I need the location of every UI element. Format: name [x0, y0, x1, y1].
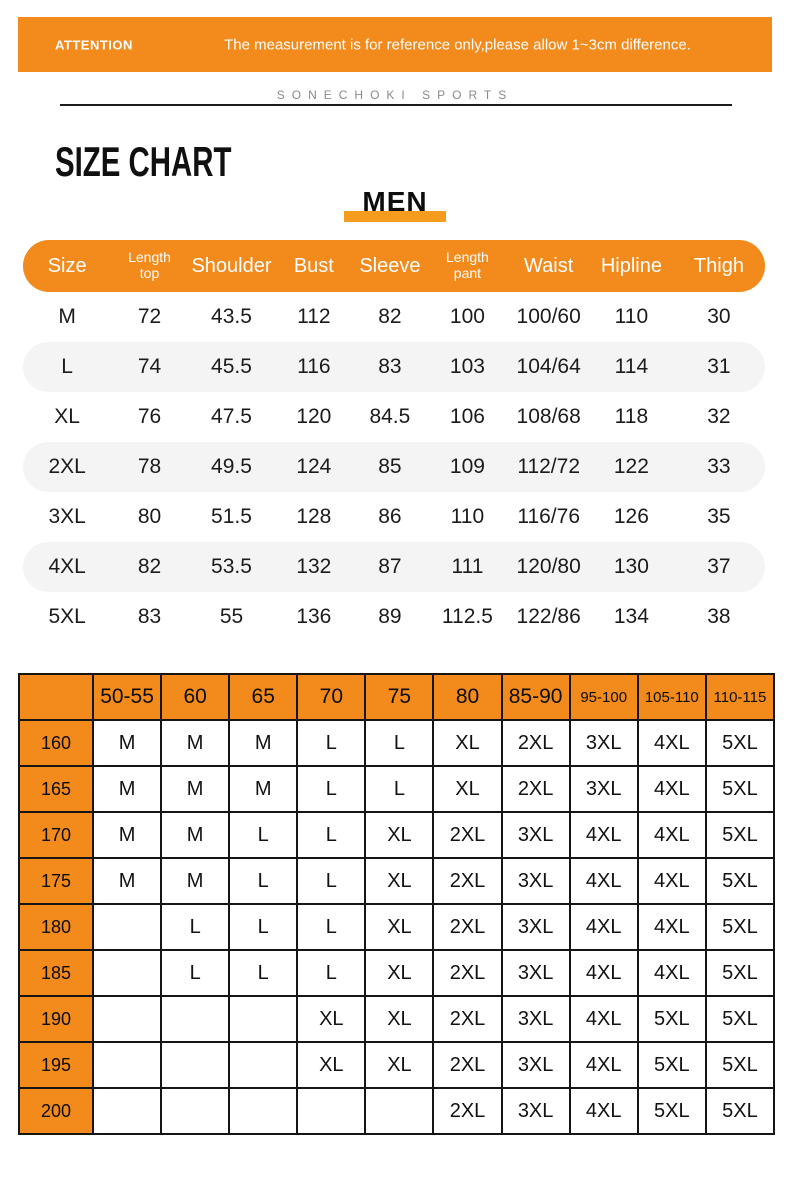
fit-table-row: [19, 1042, 774, 1088]
size-table-cell: 112.5: [441, 605, 493, 628]
fit-table-size-cell: [229, 1042, 297, 1088]
fit-table-size-cell: 5XL: [638, 1088, 706, 1134]
size-table-cell: 4XL: [48, 555, 86, 578]
fit-table-size-cell: XL: [297, 1042, 365, 1088]
size-table-cell: 126: [613, 505, 649, 528]
fit-table-size-cell: 4XL: [570, 1088, 638, 1134]
fit-table-size-cell: 5XL: [706, 858, 774, 904]
header-line1: Length: [446, 249, 489, 266]
fit-table-size-cell: L: [297, 858, 365, 904]
size-table-cell: L: [61, 355, 73, 378]
fit-table-size-cell: 3XL: [502, 1088, 570, 1134]
fit-table-size-cell: L: [297, 720, 365, 766]
size-table-cell: 86: [378, 505, 402, 528]
attention-banner: [18, 17, 772, 72]
fit-table-size-cell: 4XL: [638, 766, 706, 812]
size-table-cell: 84.5: [369, 405, 411, 428]
size-table-cell: 51.5: [211, 505, 252, 528]
size-table-cell: 103: [449, 355, 485, 378]
fit-table-size-cell: [229, 996, 297, 1042]
fit-table-row: [19, 720, 774, 766]
size-table-row: [23, 442, 765, 492]
fit-table-size-cell: 3XL: [570, 720, 638, 766]
size-table-header-cell: Thigh: [693, 254, 744, 277]
fit-table-row: [19, 766, 774, 812]
fit-table-size-cell: L: [297, 950, 365, 996]
fit-table-size-cell: 5XL: [706, 1088, 774, 1134]
fit-table-row: [19, 858, 774, 904]
fit-table-row: [19, 812, 774, 858]
size-table-row: [23, 342, 765, 392]
size-table-cell: 108/68: [516, 405, 581, 428]
fit-table-size-cell: M: [161, 766, 229, 812]
size-table-cell: 35: [707, 505, 731, 528]
fit-table-weight-header: 70: [297, 674, 365, 720]
size-measurement-table: [23, 240, 765, 642]
size-table-cell: 33: [707, 455, 731, 478]
fit-table-height-cell: 170: [19, 812, 93, 858]
size-table-cell: 55: [219, 605, 244, 628]
fit-table-body: [19, 720, 774, 1134]
size-table-cell: 45.5: [211, 355, 252, 378]
fit-table-height-cell: 180: [19, 904, 93, 950]
size-table-cell: 134: [613, 605, 649, 628]
fit-table-size-cell: [365, 1088, 433, 1134]
size-table-cell: 30: [707, 305, 731, 328]
fit-table-size-cell: [93, 1088, 161, 1134]
fit-table-size-cell: 2XL: [433, 812, 501, 858]
fit-table-height-cell: 160: [19, 720, 93, 766]
fit-table-size-cell: L: [229, 812, 297, 858]
fit-table-size-cell: XL: [365, 1042, 433, 1088]
size-table-header-cell: Bust: [293, 254, 334, 277]
fit-table-row: [19, 904, 774, 950]
fit-table-weight-header: 50-55: [93, 674, 161, 720]
size-table-cell: 32: [707, 405, 731, 428]
size-table-cell: 47.5: [211, 405, 252, 428]
fit-table-size-cell: 3XL: [502, 812, 570, 858]
size-table-cell: 87: [378, 555, 402, 578]
fit-table-size-cell: L: [365, 720, 433, 766]
fit-table-size-cell: L: [229, 904, 297, 950]
size-table-header-twoline: [427, 250, 507, 281]
size-table-cell: 100/60: [516, 305, 581, 328]
size-table-row: [23, 542, 765, 592]
size-table-cell: 76: [137, 405, 162, 428]
fit-table-size-cell: L: [161, 904, 229, 950]
size-table-cell: 83: [378, 355, 402, 378]
fit-table-size-cell: 5XL: [706, 812, 774, 858]
fit-table-height-cell: 175: [19, 858, 93, 904]
fit-table-size-cell: 4XL: [638, 812, 706, 858]
size-table-header-cell: Hipline: [600, 254, 662, 277]
section-label: MEN: [362, 186, 427, 218]
fit-table-size-cell: L: [297, 812, 365, 858]
size-table-row: [23, 492, 765, 542]
fit-table-size-cell: 3XL: [502, 904, 570, 950]
size-table-cell: 37: [707, 555, 731, 578]
size-table-cell: 120/80: [516, 555, 581, 578]
size-table-cell: 130: [613, 555, 649, 578]
size-table-cell: 132: [296, 555, 332, 578]
size-table-cell: 114: [614, 355, 649, 378]
fit-table-size-cell: M: [161, 720, 229, 766]
size-table-cell: 3XL: [48, 505, 86, 528]
fit-table-size-cell: XL: [365, 904, 433, 950]
size-table-header: [23, 240, 765, 292]
size-table-cell: M: [58, 305, 76, 328]
size-table-cell: 124: [296, 455, 332, 478]
fit-table-size-cell: 2XL: [433, 1042, 501, 1088]
fit-table-height-cell: 195: [19, 1042, 93, 1088]
fit-table-size-cell: M: [93, 766, 161, 812]
size-table-cell: 128: [296, 505, 332, 528]
fit-table-size-cell: XL: [365, 858, 433, 904]
size-table-cell: 74: [137, 355, 162, 378]
fit-table-size-cell: L: [297, 766, 365, 812]
fit-table-size-cell: 5XL: [706, 1042, 774, 1088]
fit-table-size-cell: [161, 996, 229, 1042]
fit-table-size-cell: L: [161, 950, 229, 996]
fit-table-size-cell: [297, 1088, 365, 1134]
fit-table-size-cell: XL: [433, 766, 501, 812]
size-table-cell: 110: [614, 305, 649, 328]
section-underline: [344, 211, 445, 222]
fit-table-size-cell: 2XL: [433, 950, 501, 996]
fit-table-size-cell: 4XL: [570, 858, 638, 904]
fit-table-height-cell: 185: [19, 950, 93, 996]
size-table-header-cell: Waist: [524, 254, 574, 277]
fit-table-size-cell: M: [229, 720, 297, 766]
fit-table-size-cell: 2XL: [502, 720, 570, 766]
fit-table-weight-header: 80: [433, 674, 501, 720]
fit-table-size-cell: XL: [365, 812, 433, 858]
fit-table-size-cell: [93, 950, 161, 996]
fit-table-size-cell: 4XL: [638, 904, 706, 950]
size-table-cell: 112: [297, 305, 331, 328]
fit-table-size-cell: M: [93, 812, 161, 858]
header-line2: top: [139, 265, 160, 281]
size-table-cell: 80: [137, 505, 162, 528]
fit-table-header-row: [19, 674, 774, 720]
fit-table-size-cell: 4XL: [570, 812, 638, 858]
fit-table-size-cell: 4XL: [638, 858, 706, 904]
size-table-cell: 82: [378, 305, 402, 328]
fit-table-weight-header: 95-100: [570, 674, 638, 720]
size-table-header-cell: Size: [47, 254, 87, 277]
fit-table-size-cell: 3XL: [502, 950, 570, 996]
size-table-header-cell: Sleeve: [359, 254, 421, 277]
header-line2: pant: [453, 265, 482, 281]
fit-table-weight-header: 110-115: [706, 674, 774, 720]
fit-table-size-cell: 4XL: [638, 950, 706, 996]
fit-table-size-cell: 3XL: [502, 858, 570, 904]
fit-table-size-cell: M: [161, 812, 229, 858]
fit-table-size-cell: L: [365, 766, 433, 812]
size-table-cell: XL: [54, 405, 80, 428]
size-table-cell: 118: [614, 405, 649, 428]
fit-table-size-cell: [229, 1088, 297, 1134]
fit-table-size-cell: 2XL: [433, 1088, 501, 1134]
header-line1: Length: [128, 249, 171, 266]
fit-table-size-cell: 5XL: [706, 950, 774, 996]
fit-table-size-cell: [161, 1088, 229, 1134]
fit-table-size-cell: 4XL: [570, 904, 638, 950]
size-table-cell: 122/86: [516, 605, 581, 628]
size-table-cell: 53.5: [211, 555, 252, 578]
section-header: [0, 186, 790, 218]
fit-table-weight-header: 75: [365, 674, 433, 720]
size-table-cell: 72: [137, 305, 162, 328]
size-table-cell: 78: [137, 455, 162, 478]
fit-table-size-cell: XL: [433, 720, 501, 766]
fit-table-row: [19, 996, 774, 1042]
fit-table-size-cell: L: [297, 904, 365, 950]
fit-table-weight-header: 105-110: [638, 674, 706, 720]
size-table-cell: 111: [451, 555, 484, 578]
size-table-cell: 116: [297, 355, 331, 378]
fit-table-weight-header: 85-90: [502, 674, 570, 720]
fit-table-size-cell: M: [93, 720, 161, 766]
size-table-cell: 100: [449, 305, 485, 328]
size-table-cell: 120: [296, 405, 332, 428]
size-table-header-cell: Shoulder: [191, 254, 272, 277]
fit-table-height-cell: 190: [19, 996, 93, 1042]
fit-table-size-cell: 3XL: [570, 766, 638, 812]
size-table-cell: 5XL: [48, 605, 86, 628]
size-table-cell: 89: [378, 605, 402, 628]
fit-table-height-cell: 165: [19, 766, 93, 812]
fit-table-weight-header: 60: [161, 674, 229, 720]
fit-table-size-cell: 4XL: [570, 950, 638, 996]
fit-table-size-cell: 4XL: [638, 720, 706, 766]
size-table-cell: 136: [296, 605, 332, 628]
fit-table-size-cell: L: [229, 950, 297, 996]
fit-table-size-cell: 5XL: [706, 996, 774, 1042]
size-table-row: [23, 392, 765, 442]
size-table-cell: 85: [378, 455, 402, 478]
fit-table-size-cell: XL: [365, 996, 433, 1042]
size-table-cell: 31: [707, 355, 731, 378]
fit-table-size-cell: [161, 1042, 229, 1088]
fit-table-size-cell: M: [229, 766, 297, 812]
size-table-header-cell: [111, 250, 187, 281]
fit-table-size-cell: M: [161, 858, 229, 904]
size-table-cell: 43.5: [211, 305, 252, 328]
size-table-row: [23, 592, 765, 642]
fit-table-row: [19, 950, 774, 996]
size-table-cell: 2XL: [48, 455, 86, 478]
size-table-cell: 83: [137, 605, 162, 628]
size-table-body: [23, 292, 765, 642]
fit-table-size-cell: 5XL: [638, 1042, 706, 1088]
fit-table-size-cell: L: [229, 858, 297, 904]
size-table-cell: 112/72: [517, 455, 580, 478]
size-table-cell: 110: [450, 505, 485, 528]
fit-table-size-cell: [93, 1042, 161, 1088]
fit-table-size-cell: 2XL: [433, 996, 501, 1042]
size-table-cell: 109: [449, 455, 485, 478]
fit-table-size-cell: 5XL: [706, 720, 774, 766]
size-table-cell: 38: [707, 605, 731, 628]
fit-table-corner-cell: [19, 674, 93, 720]
fit-table-size-cell: 5XL: [706, 904, 774, 950]
fit-table-size-cell: 3XL: [502, 1042, 570, 1088]
fit-table-size-cell: 4XL: [570, 1042, 638, 1088]
size-table-row: [23, 292, 765, 342]
fit-table-size-cell: 3XL: [502, 996, 570, 1042]
fit-table-size-cell: 5XL: [638, 996, 706, 1042]
size-table-header-cell: [427, 250, 507, 281]
size-table-cell: 82: [137, 555, 162, 578]
size-table-cell: 122: [613, 455, 649, 478]
page-title: SIZE CHART: [55, 138, 232, 185]
fit-table-size-cell: 5XL: [706, 766, 774, 812]
fit-table-weight-header: 65: [229, 674, 297, 720]
fit-table-size-cell: 4XL: [570, 996, 638, 1042]
size-table-cell: 116/76: [517, 505, 580, 528]
fit-table-size-cell: XL: [365, 950, 433, 996]
size-table-cell: 106: [449, 405, 485, 428]
fit-table-size-cell: [93, 996, 161, 1042]
brand-divider: [60, 104, 732, 106]
attention-message: The measurement is for reference only,please allow 1~3cm difference.: [224, 36, 691, 53]
fit-table-size-cell: M: [93, 858, 161, 904]
fit-table-height-cell: 200: [19, 1088, 93, 1134]
attention-label: ATTENTION: [55, 37, 133, 52]
size-table-cell: 49.5: [211, 455, 252, 478]
fit-table-row: [19, 1088, 774, 1134]
fit-table-size-cell: XL: [297, 996, 365, 1042]
size-table-header-twoline: [111, 250, 187, 281]
size-table-cell: 104/64: [516, 355, 581, 378]
fit-table-size-cell: [93, 904, 161, 950]
fit-table-size-cell: 2XL: [433, 904, 501, 950]
fit-table-size-cell: 2XL: [433, 858, 501, 904]
brand-text: SONECHOKI SPORTS: [276, 88, 514, 102]
height-weight-fit-table: [18, 673, 775, 1135]
fit-table-size-cell: 2XL: [502, 766, 570, 812]
